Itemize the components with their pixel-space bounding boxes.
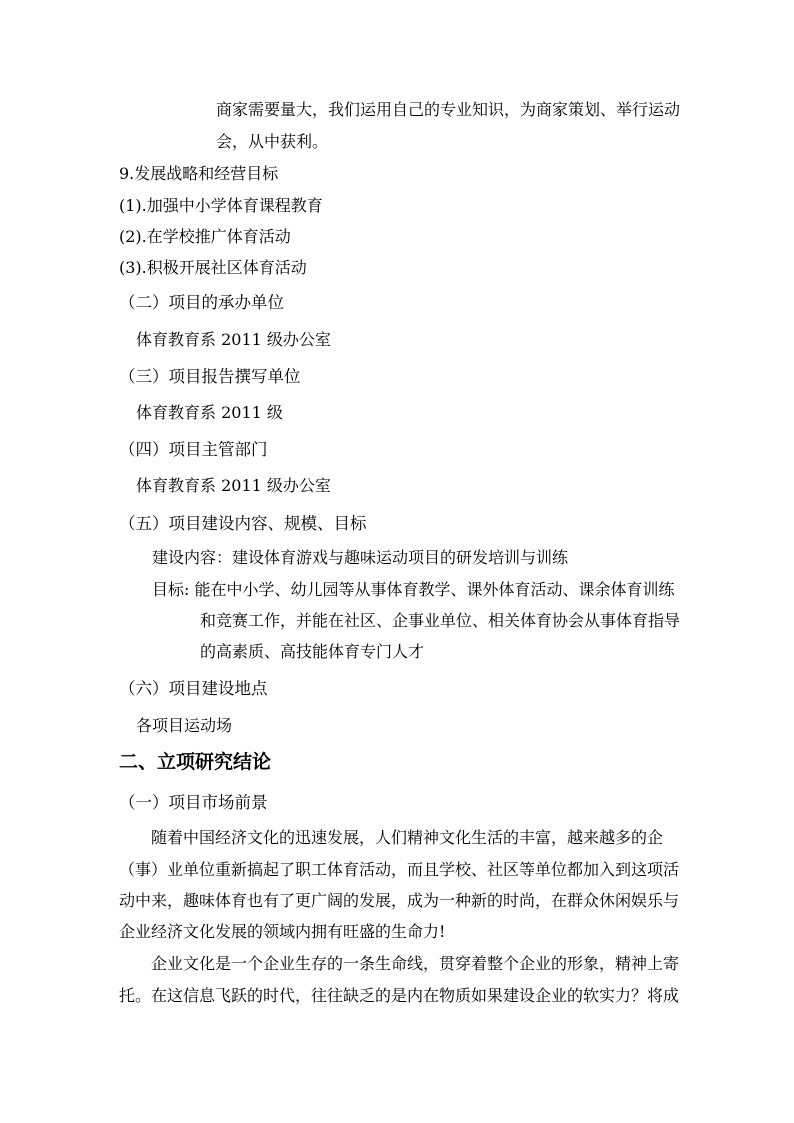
- section-text: 和竞赛工作，并能在社区、企事业单位、相关体育协会从事体育指导: [200, 611, 681, 630]
- section-heading: （一）项目市场前景: [119, 793, 268, 812]
- body-line: 企业文化是一个企业生存的一条生命线，贯穿着整个企业的形象，精神上寄: [151, 954, 680, 973]
- section-text: 体育教育系 2011 级办公室: [136, 476, 331, 495]
- paragraph-line: 会，从中获利。: [216, 132, 329, 151]
- paragraph-line: 商家需要量大，我们运用自己的专业知识，为商家策划、举行运动: [216, 100, 681, 119]
- item-heading: 9.发展战略和经营目标: [119, 164, 279, 183]
- list-item: (3).积极开展社区体育活动: [119, 258, 307, 277]
- section-heading: （四）项目主管部门: [119, 440, 268, 459]
- section-text: 目标: 能在中小学、幼儿园等从事体育教学、课外体育活动、课余体育训练: [152, 580, 675, 599]
- section-text: 体育教育系 2011 级: [136, 403, 283, 422]
- body-line: （事）业单位重新搞起了职工体育活动，而且学校、社区等单位都加入到这项活: [119, 860, 680, 879]
- section-heading: （五）项目建设内容、规模、目标: [119, 514, 367, 533]
- body-line: 随着中国经济文化的迅速发展，人们精神文化生活的丰富，越来越多的企: [151, 828, 664, 847]
- section-heading: （三）项目报告撰写单位: [119, 367, 301, 386]
- section-heading: （六）项目建设地点: [119, 679, 268, 698]
- body-line: 托。在这信息飞跃的时代，往往缺乏的是内在物质如果建设企业的软实力？将成: [119, 986, 680, 1005]
- section-text: 各项目运动场: [136, 716, 233, 735]
- section-heading: （二）项目的承办单位: [119, 293, 284, 312]
- chapter-heading: 二、立项研究结论: [119, 751, 272, 773]
- list-item: (1).加强中小学体育课程教育: [119, 196, 323, 215]
- list-item: (2).在学校推广体育活动: [119, 227, 291, 246]
- section-text: 体育教育系 2011 级办公室: [136, 330, 331, 349]
- body-line: 动中来，趣味体育也有了更广阔的发展，成为一种新的时尚，在群众休闲娱乐与: [119, 891, 680, 910]
- section-text: 的高素质、高技能体育专门人才: [200, 642, 425, 661]
- body-line: 企业经济文化发展的领域内拥有旺盛的生命力!: [119, 922, 446, 941]
- section-text: 建设内容：建设体育游戏与趣味运动项目的研发培训与训练: [152, 548, 569, 567]
